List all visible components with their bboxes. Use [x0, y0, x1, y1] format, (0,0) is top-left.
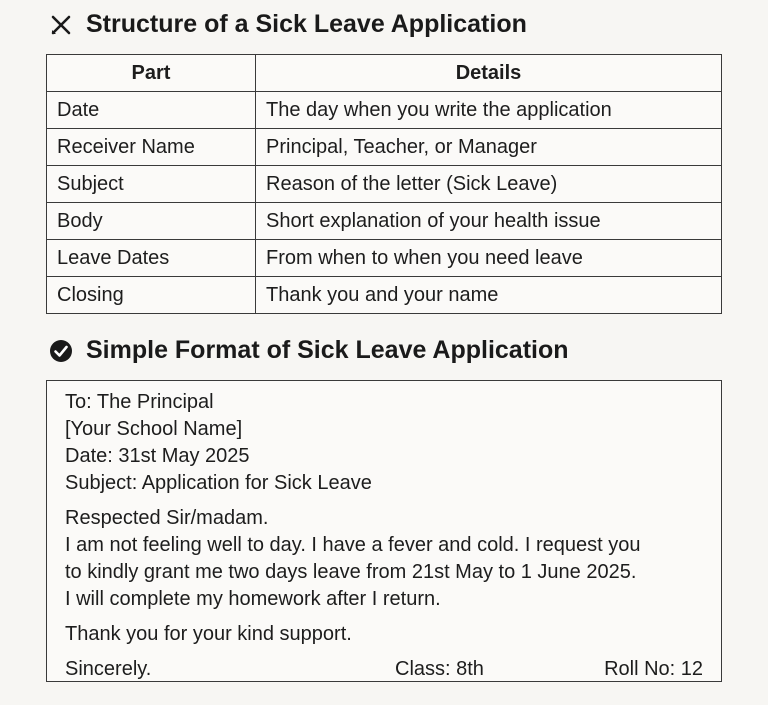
table-cell-part: Receiver Name — [47, 129, 256, 166]
table-cell-part: Subject — [47, 166, 256, 203]
letter-salutation: Respected Sir/madam. — [65, 507, 269, 529]
table-cell-details: The day when you write the application — [256, 92, 722, 129]
table-cell-details: From when to when you need leave — [256, 240, 722, 277]
table-cell-details: Principal, Teacher, or Manager — [256, 129, 722, 166]
table-row — [47, 240, 722, 277]
section-heading-format — [48, 336, 569, 365]
pencil-ruler-icon — [48, 12, 74, 38]
table-row — [47, 203, 722, 240]
letter-footer — [65, 656, 703, 683]
table-cell-part: Body — [47, 203, 256, 240]
letter-body-line: I will complete my homework after I return. — [65, 588, 441, 610]
table-row — [47, 277, 722, 314]
letter-class: Class: 8th — [395, 658, 484, 680]
section-title: Structure of a Sick Leave Application — [86, 10, 527, 38]
column-header-details: Details — [256, 55, 722, 92]
letter-subject-line: Subject: Application for Sick Leave — [65, 472, 372, 494]
section-title: Simple Format of Sick Leave Application — [86, 336, 569, 364]
column-header-part: Part — [47, 55, 256, 92]
letter-thanks: Thank you for your kind support. — [65, 623, 352, 645]
letter-roll-no: Roll No: 12 — [604, 658, 703, 680]
letter-school-line: [Your School Name] — [65, 418, 243, 440]
section-heading-structure — [48, 10, 527, 39]
letter-body-line: to kindly grant me two days leave from 21st May to 1 June 2025. — [65, 561, 637, 583]
structure-table — [46, 54, 722, 314]
letter-to-line: To: The Principal — [65, 391, 214, 413]
table-row — [47, 129, 722, 166]
table-header-row — [47, 55, 722, 92]
table-cell-part: Closing — [47, 277, 256, 314]
table-row — [47, 92, 722, 129]
letter-date-line: Date: 31st May 2025 — [65, 445, 250, 467]
letter-closing: Sincerely. — [65, 658, 152, 680]
table-cell-part: Leave Dates — [47, 240, 256, 277]
letter-body-line: I am not feeling well to day. I have a fever and cold. I request you — [65, 534, 641, 556]
check-circle-icon — [48, 338, 74, 364]
table-cell-details: Short explanation of your health issue — [256, 203, 722, 240]
table-cell-part: Date — [47, 92, 256, 129]
table-cell-details: Reason of the letter (Sick Leave) — [256, 166, 722, 203]
table-row — [47, 166, 722, 203]
table-cell-details: Thank you and your name — [256, 277, 722, 314]
letter-format-box — [46, 380, 722, 682]
